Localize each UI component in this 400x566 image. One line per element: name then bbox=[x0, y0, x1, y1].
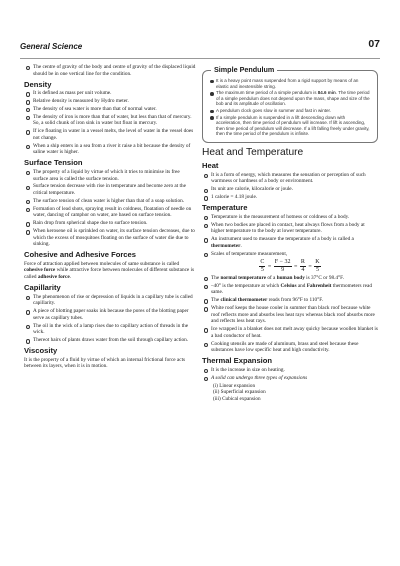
list-item: White roof keeps the house cooler in summer than black roof because white roof reflects more and absorbs less heat rays whereas black roof absorbs more and reflects less heat rays. bbox=[202, 305, 378, 325]
list-item: When two bodies are placed in contact, heat always flows from a body at higher temperature to the body at lower temperature. bbox=[202, 222, 378, 235]
right-column bbox=[202, 64, 378, 402]
list-item bbox=[202, 275, 378, 282]
list-item: When a ship enters in a sea from a river it raise a bit because the density of saline water is higher. bbox=[24, 143, 196, 156]
capillarity-list bbox=[24, 294, 196, 344]
list-item: The density of sea water is more than that of normal water. bbox=[24, 106, 196, 113]
bold-term: 84.6 min bbox=[317, 90, 336, 96]
list-item: The property of a liquid by virtue of which it tries to minimise its free surface area is called the surface tension. bbox=[24, 169, 196, 182]
bold-term: cohesive force bbox=[24, 267, 56, 274]
text-run: of a bbox=[266, 274, 277, 281]
list-item: It is a heavy point mass suspended from a rigid support by means of an elastic and inextensible string. bbox=[210, 78, 370, 89]
equals-sign: = bbox=[308, 263, 312, 270]
text-run: is 37°C or 98.4°F. bbox=[304, 274, 344, 281]
list-item: It is a form of energy, which measures the sensation or perception of such warmness or hardness of a body or environment. bbox=[202, 172, 378, 185]
text-run: An instrument used to measure the temperature of a body is called a bbox=[211, 236, 354, 243]
list-item: (iii) Cubical expansion bbox=[213, 395, 261, 402]
list-item: The density of iron is more than that of water, but less than that of mercury. So, a solid chunk of iron sink in water but float in mercury. bbox=[24, 114, 196, 127]
viscosity-paragraph: It is the property of a fluid by virtue of which an internal frictional force acts between its layers, when it is in motion. bbox=[24, 356, 186, 370]
temperature-list bbox=[202, 214, 378, 257]
text-run: The bbox=[211, 297, 221, 304]
section-heading-surface-tension: Surface Tension bbox=[24, 158, 83, 168]
list-item: Thereot hairs of plants draws water from the soil through capillary action. bbox=[24, 337, 196, 344]
list-item: 1 calorie = 4.18 joule. bbox=[202, 194, 378, 201]
section-heading-heat: Heat bbox=[202, 161, 219, 171]
section-title-heat-temperature: Heat and Temperature bbox=[202, 146, 304, 158]
text-run: thermometers read same. bbox=[211, 282, 372, 296]
fraction-k bbox=[314, 259, 320, 274]
italic-text: A solid can undergo three types of expansions bbox=[211, 374, 308, 381]
list-item bbox=[202, 375, 378, 382]
denominator: 5 bbox=[315, 266, 319, 273]
cohesive-paragraph bbox=[24, 261, 196, 281]
page-header bbox=[20, 38, 380, 59]
text-run: and bbox=[296, 282, 307, 289]
list-item: It is the increase in size on heating. bbox=[202, 367, 378, 374]
density-list bbox=[24, 90, 196, 156]
bold-term: normal temperature bbox=[220, 274, 267, 281]
bold-term: human body bbox=[276, 274, 305, 281]
text-run: –40° is the temperature at which bbox=[211, 282, 281, 289]
list-item: If a simple pendulum is suspended in a lift descending down with acceleration, then time period of pendulum will increase. If lift is ascending, then time period of pendulum will decrease. If a lift falling freely under gravity, then the time period of the pendulum is infinite. bbox=[210, 115, 370, 137]
bold-term: Fahrenheit bbox=[306, 282, 332, 289]
text-run: The bbox=[211, 274, 221, 281]
list-item: The oil in the wick of a lamp rises due to capillary action of threads in the wick. bbox=[24, 323, 196, 336]
bold-term: Celsius bbox=[280, 282, 297, 289]
section-heading-cohesive: Cohesive and Adhesive Forces bbox=[24, 250, 136, 260]
text-run: . bbox=[240, 242, 242, 249]
list-item: Scales of temperature measurement, bbox=[202, 251, 378, 258]
list-item bbox=[202, 297, 378, 304]
text-run: reads from 96°F to 110°F. bbox=[267, 297, 324, 304]
box-title: Simple Pendulum bbox=[211, 65, 277, 74]
list-item: Temperature is the measurement of hotness or coldness of a body. bbox=[202, 214, 378, 221]
bold-term: clinical thermometer bbox=[220, 297, 268, 304]
expansion-types-list bbox=[211, 383, 378, 403]
denominator: 5 bbox=[260, 266, 264, 273]
numerator: K bbox=[315, 258, 320, 265]
numerator: C bbox=[260, 258, 265, 265]
list-item bbox=[210, 90, 370, 107]
fraction-r bbox=[300, 259, 306, 274]
intro-list bbox=[24, 64, 196, 77]
equals-sign: = bbox=[267, 263, 272, 270]
list-item: Relative density is measured by Hydro meter. bbox=[24, 98, 196, 105]
denominator: 9 bbox=[281, 266, 285, 273]
fraction-f bbox=[274, 259, 292, 274]
list-item: It is defined as mass per unit volume. bbox=[24, 90, 196, 97]
fraction-c bbox=[259, 259, 265, 274]
list-item: (ii) Superficial expansion bbox=[213, 389, 266, 396]
page-number: 07 bbox=[368, 38, 380, 50]
list-item: (i) Linear expansion bbox=[213, 382, 256, 389]
list-item: A pendulum clock goes slow in summer and fast in winter. bbox=[210, 108, 370, 114]
thermal-list bbox=[202, 367, 378, 381]
text-run: . bbox=[69, 274, 72, 281]
temperature-list-continued bbox=[202, 275, 378, 354]
text-run: . The time period of a simple pendulum does not depend upon the mass, shape and size of the bob and its amplitude of oscillation. bbox=[216, 90, 370, 107]
section-heading-capillarity: Capillarity bbox=[24, 283, 61, 293]
list-item: The centre of gravity of the body and centre of gravity of the displaced liquid should be in one vertical line for the condition. bbox=[24, 64, 196, 77]
list-item: A piece of blotting paper soaks ink because the pores of the blotting paper serve as capillary tubes. bbox=[24, 308, 196, 321]
section-heading-thermal-expansion: Thermal Expansion bbox=[202, 356, 273, 366]
list-item: Its unit are calorie, kilocalorie or joule. bbox=[202, 186, 378, 193]
list-item: When kerosene oil is sprinkled on water, its surface tension decreases, due to which the excess of mosquitoes floating on the surface of water die due to sinking. bbox=[24, 228, 196, 248]
list-item: Rain drop from spherical shape due to surface tension. bbox=[24, 220, 196, 227]
text-run: while attractive force between molecules of different substance is called bbox=[24, 267, 195, 281]
text-run: Force of attraction applied between molecules of same substance is called bbox=[24, 260, 180, 267]
text-run: The maximum time period of a simple pendulum is bbox=[216, 90, 318, 96]
simple-pendulum-box bbox=[202, 65, 378, 143]
list-item: Cooking utensils are made of aluminum, brass and steel because these substances have low specific heat and high conductivity. bbox=[202, 341, 378, 354]
header-title: General Science bbox=[20, 42, 83, 51]
list-item: If ice floating in water in a vessel melts, the level of water in the vessel does not change. bbox=[24, 128, 196, 141]
list-item: The surface tension of clean water is higher than that of a soap solution. bbox=[24, 198, 196, 205]
section-heading-density: Density bbox=[24, 79, 52, 89]
surface-tension-list bbox=[24, 169, 196, 248]
numerator: F − 32 bbox=[274, 258, 291, 265]
list-item bbox=[202, 283, 378, 296]
section-heading-viscosity: Viscosity bbox=[24, 346, 58, 356]
list-item: Surface tension decrease with rise in temperature and become zero at the critical temperature. bbox=[24, 183, 196, 196]
numerator: R bbox=[300, 258, 305, 265]
temperature-formula bbox=[202, 259, 378, 274]
denominator: 4 bbox=[301, 266, 305, 273]
heat-list bbox=[202, 172, 378, 201]
bold-term: adhesive force bbox=[37, 274, 70, 281]
section-heading-temperature: Temperature bbox=[202, 203, 248, 213]
pendulum-list bbox=[210, 78, 370, 137]
list-item: The phenomenon of rise or depression of liquids in a capillary tube is called capillarity. bbox=[24, 294, 196, 307]
list-item: Formation of lead shots, spraying result in coldness, floatation of needle on water, dancing of camphor on water, are based on surface tension. bbox=[24, 206, 196, 219]
list-item bbox=[202, 236, 378, 249]
list-item: Ice wrapped in a blanket does not melt away quicky because woollen blanket is a bad conductor of heat. bbox=[202, 326, 378, 339]
bold-term: thermometer bbox=[211, 242, 241, 249]
left-column bbox=[24, 64, 196, 370]
equals-sign: = bbox=[294, 263, 298, 270]
